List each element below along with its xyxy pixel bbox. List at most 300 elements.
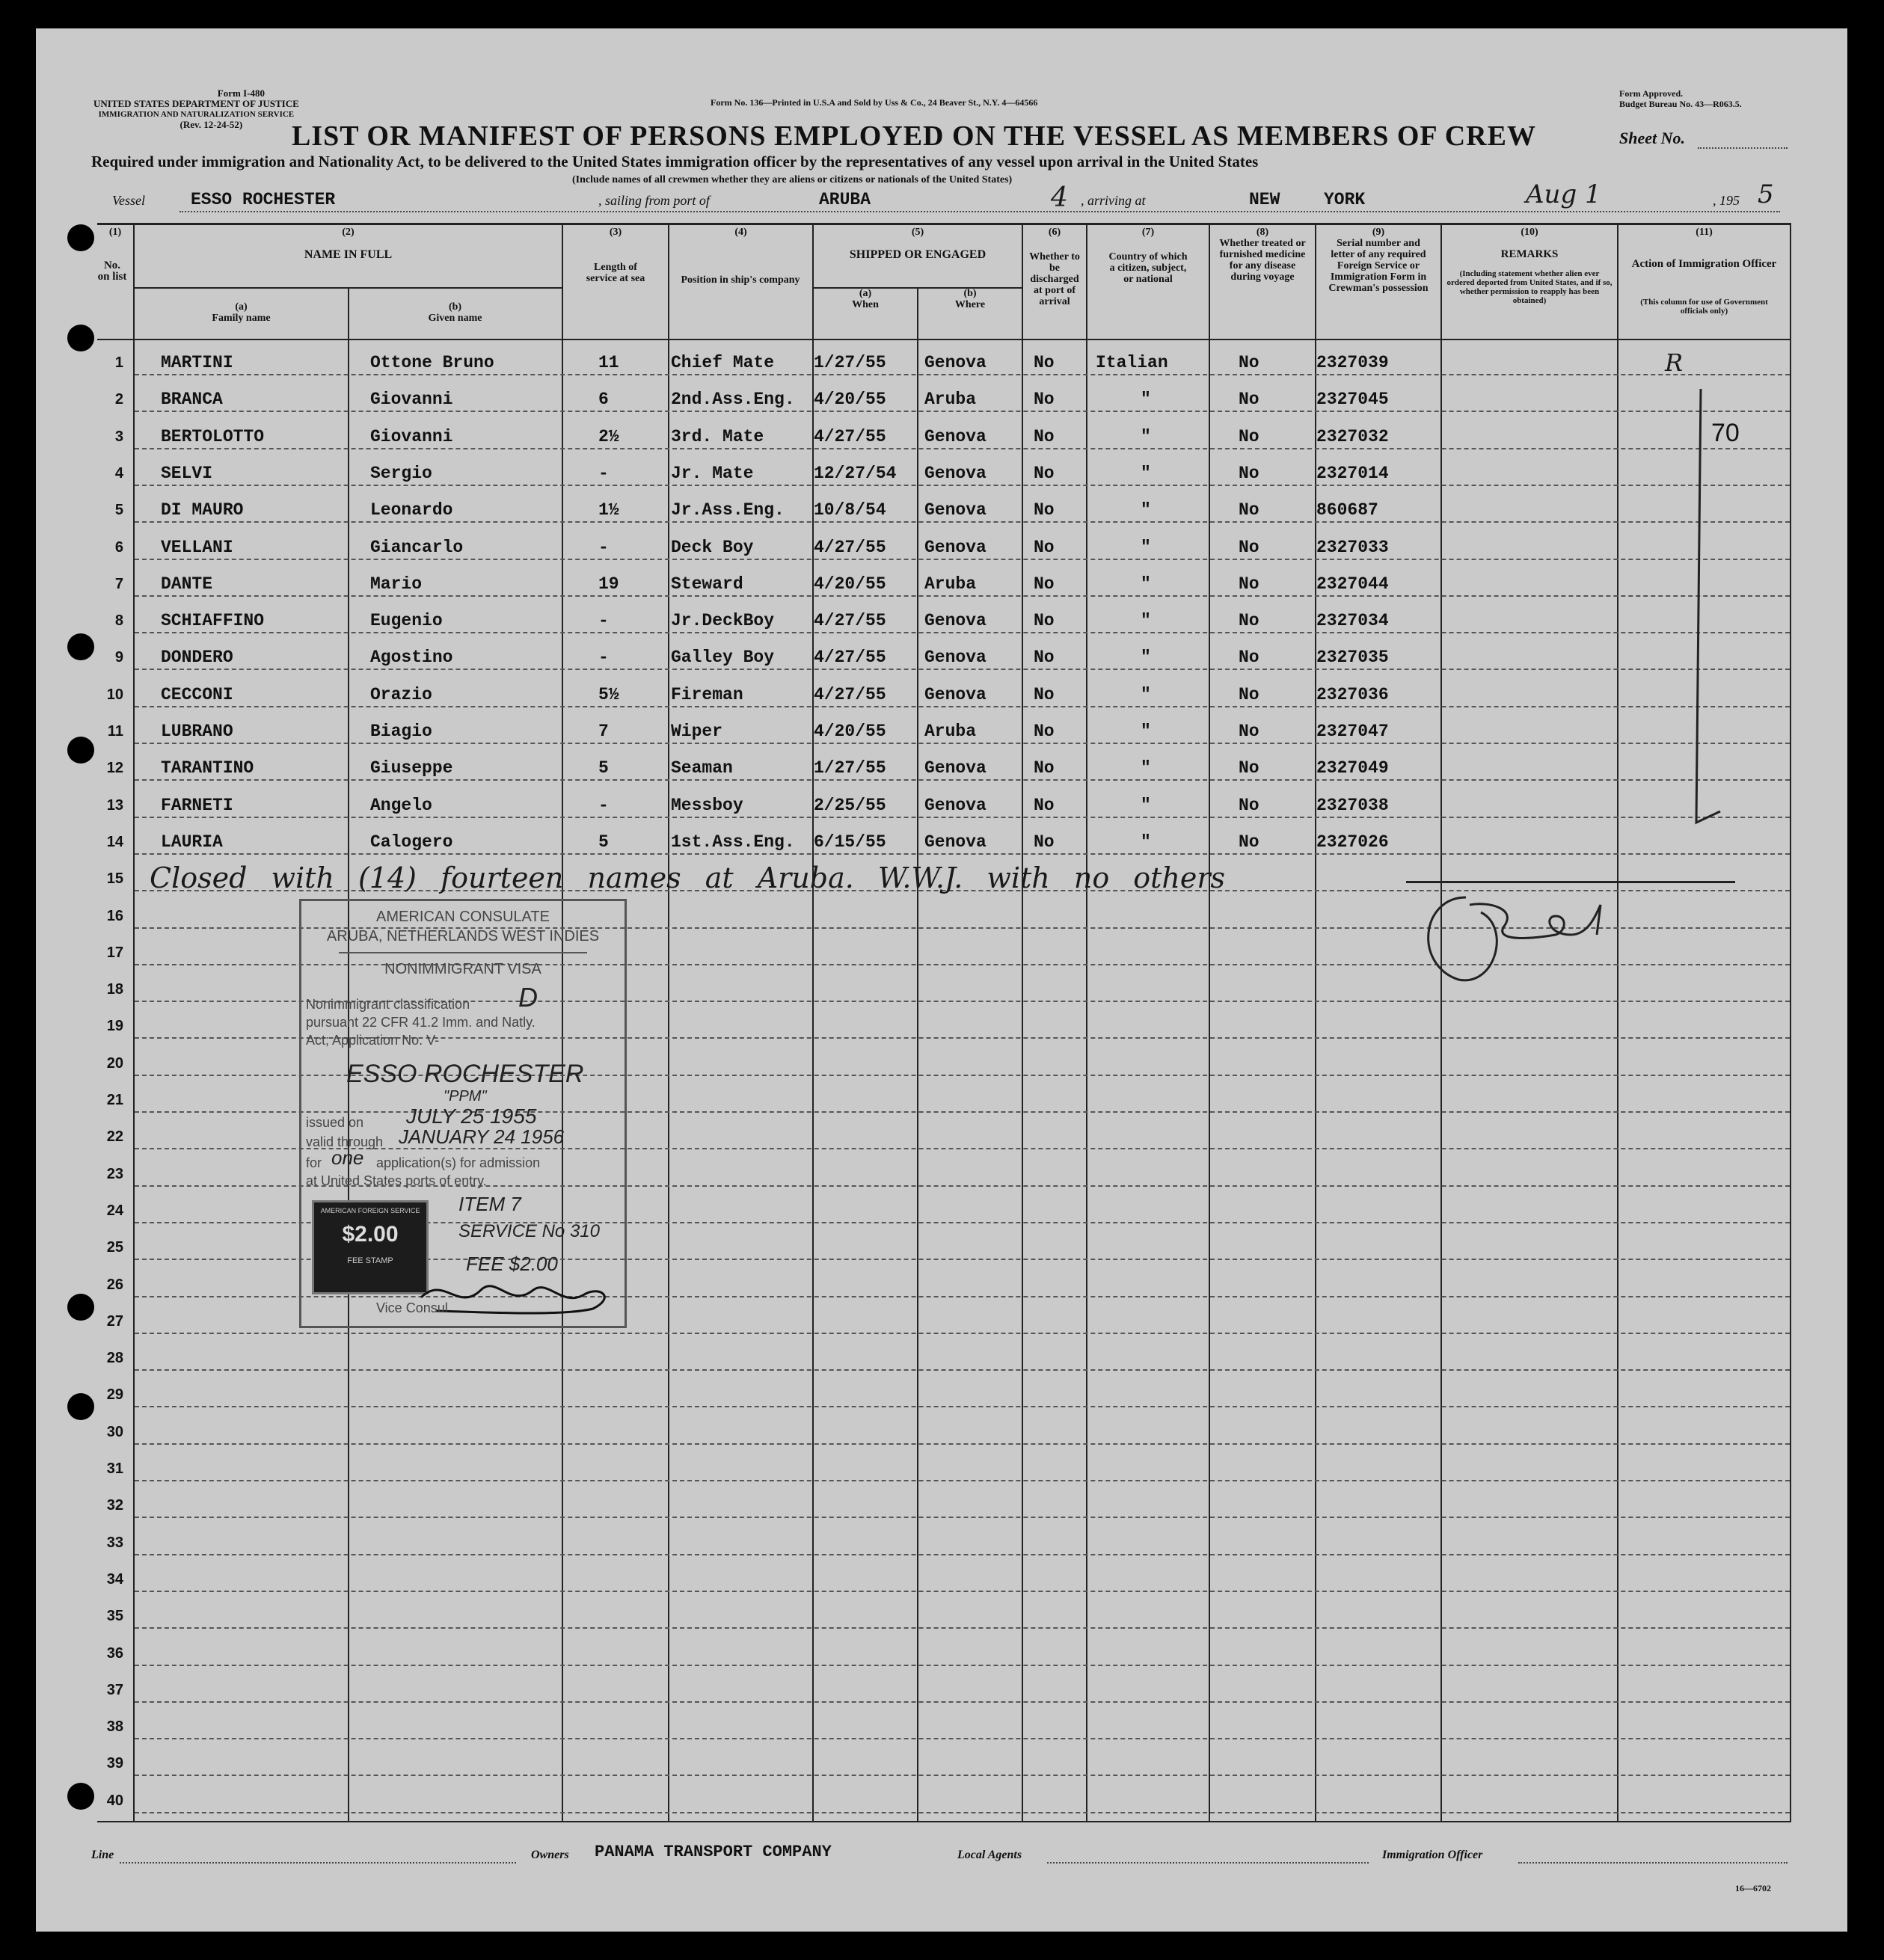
stamp-pursuant: pursuant 22 CFR 41.2 Imm. and Natly. — [306, 1015, 536, 1030]
cell-country: " — [1141, 574, 1151, 594]
stamp-item: ITEM 7 — [458, 1193, 521, 1215]
cell-given: Calogero — [370, 832, 453, 852]
cell-family: DI MAURO — [161, 500, 244, 520]
vessel-name: ESSO ROCHESTER — [191, 190, 336, 209]
stamp-ppm: "PPM" — [444, 1088, 487, 1105]
cell-service: 1½ — [598, 500, 619, 520]
row-number: 9 — [114, 649, 123, 666]
visa-stamp — [299, 899, 627, 1328]
row-line — [135, 1406, 1790, 1407]
row-number: 35 — [106, 1608, 123, 1625]
row-number: 27 — [106, 1312, 123, 1330]
col10-header: REMARKS — [1500, 248, 1559, 260]
cell-given: Giovanni — [370, 426, 453, 446]
row-number: 8 — [114, 612, 123, 630]
cell-medicine: No — [1239, 722, 1259, 741]
row-number: 22 — [106, 1128, 123, 1146]
row-line — [135, 1775, 1790, 1776]
col5a-header: When — [852, 299, 879, 310]
cell-where: Genova — [924, 648, 987, 668]
page-title: LIST OR MANIFEST OF PERSONS EMPLOYED ON THE VESSEL AS MEMBERS OF CREW — [292, 120, 1536, 152]
row-number: 20 — [106, 1054, 123, 1072]
cell-serial: 2327038 — [1316, 795, 1389, 815]
col5a-letter: (a) — [859, 288, 872, 299]
row-number: 29 — [106, 1386, 123, 1404]
sailing-label: , sailing from port of — [598, 193, 710, 208]
budget-bureau: Budget Bureau No. 43—R063.5. — [1619, 99, 1742, 109]
col3-num: (3) — [609, 227, 622, 238]
cell-service: 2½ — [598, 426, 619, 446]
row-number: 31 — [106, 1460, 123, 1477]
row-number: 5 — [114, 502, 123, 519]
port-of-sailing: ARUBA — [819, 190, 871, 209]
row-number: 16 — [106, 907, 123, 924]
cell-family: LUBRANO — [161, 722, 233, 741]
header-bottom-border — [97, 339, 1791, 340]
cell-country: " — [1141, 500, 1151, 520]
cell-where: Genova — [924, 832, 987, 852]
cell-serial: 2327049 — [1316, 758, 1389, 778]
cell-country: " — [1141, 722, 1151, 741]
cell-position: Jr. Mate — [671, 463, 754, 483]
column-divider — [1022, 223, 1023, 1821]
stamp-fee: FEE $2.00 — [466, 1253, 558, 1275]
row-number: 33 — [106, 1534, 123, 1551]
row-number: 6 — [114, 538, 123, 556]
row-number: 17 — [106, 944, 123, 961]
row-line — [135, 669, 1790, 670]
cell-position: Steward — [671, 574, 743, 594]
row-line — [135, 1554, 1790, 1555]
cell-service: - — [598, 648, 609, 668]
cell-discharged: No — [1034, 758, 1055, 778]
cell-where: Aruba — [924, 390, 977, 410]
cell-serial: 2327036 — [1316, 684, 1389, 704]
row-number: 38 — [106, 1718, 123, 1736]
cell-position: Fireman — [671, 684, 743, 704]
cell-family: MARTINI — [161, 353, 233, 372]
cell-serial: 2327044 — [1316, 574, 1389, 594]
cell-medicine: No — [1239, 426, 1259, 446]
row-number: 3 — [114, 428, 123, 445]
row-line — [135, 595, 1790, 597]
col1-header: No. on list — [97, 259, 127, 283]
col11-note: (This column for use of Government officials only) — [1640, 298, 1768, 316]
stamp-for-label: for — [306, 1155, 322, 1170]
cell-when: 4/27/55 — [814, 684, 886, 704]
column-divider — [1440, 223, 1442, 1821]
cell-where: Genova — [924, 353, 987, 372]
cell-position: Messboy — [671, 795, 743, 815]
stamp-valid-label: valid through — [306, 1134, 384, 1149]
cell-medicine: No — [1239, 353, 1259, 372]
col2b-letter: (b) — [448, 301, 462, 313]
cell-discharged: No — [1034, 832, 1055, 852]
cell-where: Aruba — [924, 574, 977, 594]
col5b-header: Where — [954, 299, 986, 310]
stamp-classification-value: D — [518, 982, 538, 1013]
cell-discharged: No — [1034, 390, 1055, 410]
row-number: 28 — [106, 1350, 123, 1367]
cell-discharged: No — [1034, 353, 1055, 372]
row-number: 19 — [106, 1018, 123, 1035]
year-prefix: , 195 — [1713, 193, 1740, 208]
cell-discharged: No — [1034, 500, 1055, 520]
port-handwritten: 4 — [1051, 182, 1068, 213]
arrival-date-handwritten: Aug 1 — [1526, 179, 1601, 209]
col4-num: (4) — [734, 227, 747, 238]
vessel-row-underline — [179, 211, 1780, 212]
row-line — [135, 1333, 1790, 1334]
row-number: 23 — [106, 1165, 123, 1182]
cell-given: Sergio — [370, 463, 432, 483]
col10-num: (10) — [1521, 227, 1538, 238]
cell-medicine: No — [1239, 795, 1259, 815]
row-line — [135, 1480, 1790, 1481]
cell-medicine: No — [1239, 832, 1259, 852]
stamp-issued-label: issued on — [306, 1115, 364, 1130]
stamp-valid-value: JANUARY 24 1956 — [399, 1125, 565, 1148]
stamp-act: Act; Application No. V- — [306, 1033, 440, 1048]
col5-num: (5) — [911, 227, 924, 238]
sheet-no-label: Sheet No. — [1619, 129, 1685, 147]
col6-num: (6) — [1048, 227, 1061, 238]
service: IMMIGRATION AND NATURALIZATION SERVICE — [98, 110, 295, 119]
row-line — [135, 743, 1790, 744]
cell-discharged: No — [1034, 574, 1055, 594]
cell-service: - — [598, 795, 609, 815]
col6-header: Whether to be discharged at port of arrival — [1029, 251, 1080, 307]
cell-given: Biagio — [370, 722, 432, 741]
row-number: 39 — [106, 1755, 123, 1772]
cell-serial: 860687 — [1316, 500, 1378, 520]
closing-note: Closed with (14) fourteen names at Aruba. W.W.J. with no others — [150, 861, 1226, 894]
col1-num: (1) — [108, 227, 122, 238]
cell-country: " — [1141, 832, 1151, 852]
cell-medicine: No — [1239, 500, 1259, 520]
row-line — [135, 1443, 1790, 1445]
cell-medicine: No — [1239, 684, 1259, 704]
sheet-no-line — [1698, 147, 1788, 149]
cell-given: Leonardo — [370, 500, 453, 520]
table-top-border — [97, 223, 1791, 225]
cell-country: " — [1141, 758, 1151, 778]
footer-line-underline — [120, 1862, 516, 1864]
stamp-issued-value: JULY 25 1955 — [406, 1105, 537, 1128]
col2b-header: Given name — [428, 313, 482, 324]
stamp-admission: application(s) for admission — [376, 1155, 541, 1170]
row-line — [135, 1701, 1790, 1703]
cell-family: BERTOLOTTO — [161, 426, 265, 446]
department: UNITED STATES DEPARTMENT OF JUSTICE — [93, 98, 299, 109]
punch-hole — [67, 325, 94, 351]
row-line — [135, 1517, 1790, 1518]
cell-serial: 2327033 — [1316, 537, 1389, 557]
col2-header: NAME IN FULL — [304, 248, 393, 261]
cell-service: 7 — [598, 722, 609, 741]
cell-serial: 2327039 — [1316, 353, 1389, 372]
row-number: 32 — [106, 1497, 123, 1514]
cell-when: 4/27/55 — [814, 648, 886, 668]
col11-header: Action of Immigration Officer — [1631, 258, 1777, 270]
footer-agents-underline — [1047, 1862, 1369, 1864]
cell-given: Agostino — [370, 648, 453, 668]
officer-signature — [1406, 882, 1630, 995]
cell-when: 4/27/55 — [814, 426, 886, 446]
col2a-letter: (a) — [235, 301, 248, 313]
row-number: 12 — [106, 760, 123, 777]
col10-note: (Including statement whether alien ever ordered deported from United States, and if so, whether permission to reapply has been obtained) — [1446, 269, 1613, 305]
cell-family: BRANCA — [161, 390, 223, 410]
cell-service: 5 — [598, 832, 609, 852]
row-line — [135, 448, 1790, 449]
cell-country: " — [1141, 795, 1151, 815]
row-number: 40 — [106, 1792, 123, 1809]
cell-when: 12/27/54 — [814, 463, 897, 483]
cell-country: " — [1141, 426, 1151, 446]
cell-family: LAURIA — [161, 832, 223, 852]
form-number: Form I-480 — [217, 87, 265, 99]
cell-serial: 2327034 — [1316, 611, 1389, 631]
stamp-visa-type: NONIMMIGRANT VISA — [384, 961, 541, 977]
cell-discharged: No — [1034, 426, 1055, 446]
officer-r-mark: R — [1665, 348, 1684, 377]
cell-position: Galley Boy — [671, 648, 775, 668]
row-number: 11 — [107, 723, 123, 740]
cell-family: VELLANI — [161, 537, 233, 557]
col3-header: Length of service at sea — [586, 262, 645, 284]
cell-where: Genova — [924, 426, 987, 446]
cell-medicine: No — [1239, 463, 1259, 483]
cell-discharged: No — [1034, 648, 1055, 668]
cell-when: 6/15/55 — [814, 832, 886, 852]
cell-when: 4/27/55 — [814, 537, 886, 557]
row-number: 26 — [106, 1276, 123, 1293]
row-line — [135, 1738, 1790, 1739]
cell-country: " — [1141, 463, 1151, 483]
cell-position: 1st.Ass.Eng. — [671, 832, 795, 852]
cell-serial: 2327035 — [1316, 648, 1389, 668]
revenue-stamp-value: $2.00 — [342, 1222, 399, 1247]
cell-discharged: No — [1034, 463, 1055, 483]
cell-country: Italian — [1096, 353, 1168, 372]
punch-hole — [67, 224, 94, 251]
row-number: 36 — [106, 1644, 123, 1662]
table-bottom-border — [97, 1821, 1791, 1822]
row-line — [135, 485, 1790, 486]
row-number: 30 — [106, 1423, 123, 1440]
footer-corner-code: 16—6702 — [1735, 1883, 1771, 1893]
row-line — [135, 706, 1790, 707]
column-divider — [1086, 223, 1087, 1821]
footer-officer-label: Immigration Officer — [1382, 1849, 1483, 1861]
stamp-consulate: AMERICAN CONSULATE — [376, 909, 550, 925]
stamp-ports: at United States ports of entry. — [306, 1173, 487, 1188]
cell-serial: 2327014 — [1316, 463, 1389, 483]
cell-family: SCHIAFFINO — [161, 611, 265, 631]
row-number: 34 — [106, 1570, 123, 1588]
row-number: 7 — [114, 575, 123, 592]
cell-where: Genova — [924, 611, 987, 631]
cell-where: Aruba — [924, 722, 977, 741]
cell-discharged: No — [1034, 722, 1055, 741]
footer-agents-label: Local Agents — [957, 1849, 1022, 1861]
cell-serial: 2327047 — [1316, 722, 1389, 741]
revenue-stamp-bottom: FEE STAMP — [347, 1256, 393, 1265]
cell-given: Angelo — [370, 795, 432, 815]
cell-given: Ottone Bruno — [370, 353, 494, 372]
cell-discharged: No — [1034, 795, 1055, 815]
row-number: 10 — [106, 686, 123, 703]
row-line — [135, 374, 1790, 375]
cell-when: 4/27/55 — [814, 611, 886, 631]
cell-family: DONDERO — [161, 648, 233, 668]
cell-medicine: No — [1239, 758, 1259, 778]
stamp-location: ARUBA, NETHERLANDS WEST INDIES — [326, 928, 600, 944]
row-line — [135, 1627, 1790, 1629]
cell-family: TARANTINO — [161, 758, 254, 778]
printer-note: Form No. 136—Printed in U.S.A and Sold by Uss & Co., 24 Beaver St., N.Y. 4—64566 — [711, 97, 1038, 108]
row-line — [135, 632, 1790, 633]
revenue-stamp-top: AMERICAN FOREIGN SERVICE — [320, 1207, 420, 1214]
cell-service: 19 — [598, 574, 619, 594]
cell-family: CECCONI — [161, 684, 233, 704]
cell-when: 1/27/55 — [814, 758, 886, 778]
cell-where: Genova — [924, 500, 987, 520]
cell-country: " — [1141, 648, 1151, 668]
cell-country: " — [1141, 611, 1151, 631]
cell-serial: 2327032 — [1316, 426, 1389, 446]
col8-header: Whether treated or furnished medicine for any disease during voyage — [1219, 238, 1306, 283]
row-number: 1 — [114, 354, 123, 371]
cell-service: - — [598, 537, 609, 557]
cell-when: 4/20/55 — [814, 574, 886, 594]
footer-owners-value: PANAMA TRANSPORT COMPANY — [595, 1843, 832, 1861]
form-id-block — [93, 88, 299, 130]
officer-number-mark: 70 — [1711, 419, 1740, 447]
cell-given: Giovanni — [370, 390, 453, 410]
cell-given: Giuseppe — [370, 758, 453, 778]
row-line — [135, 779, 1790, 781]
cell-family: DANTE — [161, 574, 213, 594]
row-number: 24 — [106, 1202, 123, 1219]
stamp-classification-label: Nonimmigrant classification — [306, 997, 470, 1012]
row-number: 14 — [106, 833, 123, 850]
stamp-for-value: one — [331, 1146, 364, 1169]
cell-when: 4/20/55 — [814, 390, 886, 410]
cell-country: " — [1141, 684, 1151, 704]
cell-where: Genova — [924, 463, 987, 483]
col9-num: (9) — [1372, 227, 1385, 238]
row-line — [135, 817, 1790, 818]
cell-position: Seaman — [671, 758, 733, 778]
cell-given: Giancarlo — [370, 537, 464, 557]
cell-discharged: No — [1034, 537, 1055, 557]
include-note: (Include names of all crewmen whether they are aliens or citizens or nationals of the United States) — [572, 174, 1013, 185]
cell-family: FARNETI — [161, 795, 233, 815]
cell-service: - — [598, 463, 609, 483]
cell-where: Genova — [924, 684, 987, 704]
col4-header: Position in ship's company — [681, 274, 800, 286]
row-line — [135, 411, 1790, 412]
cell-discharged: No — [1034, 684, 1055, 704]
column-divider — [668, 223, 669, 1821]
row-number: 21 — [106, 1092, 123, 1108]
cell-service: 6 — [598, 390, 609, 410]
cell-discharged: No — [1034, 611, 1055, 631]
form-approved: Form Approved. — [1619, 88, 1684, 99]
row-line — [135, 1812, 1790, 1813]
officer-bracket — [1675, 374, 1743, 852]
cell-position: Wiper — [671, 722, 723, 741]
row-number: 37 — [106, 1681, 123, 1698]
row-number: 18 — [106, 981, 123, 998]
cell-service: - — [598, 611, 609, 631]
col7-num: (7) — [1141, 227, 1155, 238]
cell-medicine: No — [1239, 390, 1259, 410]
cell-position: Jr.Ass.Eng. — [671, 500, 785, 520]
subtitle: Required under immigration and Nationality Act, to be delivered to the United States immigration officer by the representatives of any vessel upon arrival in the United States — [91, 153, 1259, 170]
cell-country: " — [1141, 390, 1151, 410]
cell-position: 2nd.Ass.Eng. — [671, 390, 795, 410]
stamp-vessel: ESSO ROCHESTER — [346, 1060, 584, 1088]
cell-medicine: No — [1239, 537, 1259, 557]
col2-num: (2) — [342, 227, 355, 238]
arriving-city: NEW — [1249, 190, 1280, 209]
year-handwritten: 5 — [1758, 179, 1774, 209]
cell-medicine: No — [1239, 574, 1259, 594]
col9-header: Serial number and letter of any required Foreign Service or Immigration Form in Crewman's possession — [1328, 238, 1429, 294]
row-line — [135, 1369, 1790, 1371]
form-approval — [1619, 88, 1742, 109]
cell-position: Deck Boy — [671, 537, 754, 557]
stamp-consul-title: Vice Consul — [376, 1300, 448, 1315]
cell-when: 10/8/54 — [814, 500, 886, 520]
cell-when: 1/27/55 — [814, 353, 886, 372]
cell-medicine: No — [1239, 611, 1259, 631]
cell-medicine: No — [1239, 648, 1259, 668]
cell-where: Genova — [924, 537, 987, 557]
vessel-label: Vessel — [112, 193, 145, 208]
cell-position: 3rd. Mate — [671, 426, 764, 446]
col8-num: (8) — [1256, 227, 1269, 238]
row-line — [135, 1591, 1790, 1592]
arriving-label: , arriving at — [1081, 193, 1146, 208]
cell-where: Genova — [924, 758, 987, 778]
cell-family: SELVI — [161, 463, 213, 483]
column-divider — [1209, 223, 1210, 1821]
cell-serial: 2327045 — [1316, 390, 1389, 410]
cell-position: Chief Mate — [671, 353, 775, 372]
cell-where: Genova — [924, 795, 987, 815]
col11-num: (11) — [1696, 227, 1713, 238]
stamp-divider — [339, 952, 587, 953]
footer-owners-label: Owners — [531, 1849, 569, 1861]
cell-service: 5½ — [598, 684, 619, 704]
column-divider — [1315, 223, 1316, 1821]
cell-when: 4/20/55 — [814, 722, 886, 741]
row-number: 13 — [106, 796, 123, 814]
row-number: 2 — [114, 391, 123, 408]
col5b-letter: (b) — [963, 288, 977, 299]
cell-position: Jr.DeckBoy — [671, 611, 775, 631]
cell-serial: 2327026 — [1316, 832, 1389, 852]
cell-given: Mario — [370, 574, 423, 594]
row-line — [135, 521, 1790, 523]
col7-header: Country of which a citizen, subject, or national — [1108, 251, 1188, 285]
cell-service: 5 — [598, 758, 609, 778]
table-right-border — [1790, 223, 1791, 1821]
